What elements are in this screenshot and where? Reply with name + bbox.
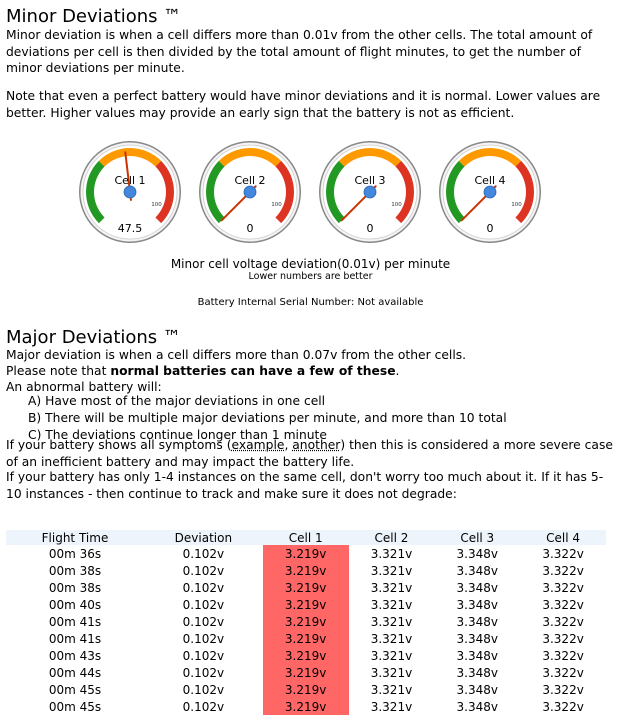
major-note-bold: normal batteries can have a few of these [110,364,396,378]
symptom-item: C) The deviations continue longer than 1 minute [28,428,327,442]
major-deviations-title: Major Deviations ™ [6,327,181,348]
table-cell: 3.219v [263,681,349,698]
table-cell: 0.102v [182,546,225,561]
gauge-value: 0 [246,222,254,235]
table-cell: 0.102v [182,563,225,578]
symptom-item: B) There will be multiple major deviations per minute, and more than 10 total [28,411,507,425]
table-cell: 3.321v [370,682,413,697]
example-link[interactable]: example [231,438,285,452]
table-cell: 3.348v [456,682,498,697]
table-cell: 00m 45s [48,682,102,697]
major-description: Major deviation is when a cell differs more than 0.07v from the other cells. [6,348,467,362]
table-header-row [6,530,606,545]
table-cell: 3.322v [542,546,584,561]
gauge-label: Cell 1 [114,174,146,187]
table-row [6,545,606,562]
table-cell: 3.219v [263,562,349,579]
gauge-cell-3 [318,140,422,244]
table-cell: 3.322v [542,597,584,612]
symptoms-mid: , [284,438,293,452]
major-deviations-table [6,530,606,715]
table-cell: 3.322v [542,614,584,629]
gauge-cell-1 [78,140,182,244]
gauge-value: 0 [366,222,374,235]
table-cell: 00m 38s [48,563,102,578]
minor-description: Minor deviation is when a cell differs more than 0.01v from the other cells. The total amount of deviations per cell is then divided by the total amount of flight minutes, to get the number of minor deviations per minute. [6,28,593,76]
table-cell: 3.321v [370,631,413,646]
major-note-pre: Please note that [6,364,111,378]
gauge-max-label: 100 [271,202,282,209]
table-cell: 00m 36s [48,546,102,561]
table-cell: 3.348v [456,580,498,595]
major-note-post: . [395,364,400,378]
gauge-label: Cell 4 [474,174,506,187]
column-header: Cell 1 [263,530,349,545]
table-cell: 3.219v [263,545,349,562]
gauge-cell-2 [198,140,302,244]
table-cell: 0.102v [182,597,225,612]
table-cell: 3.322v [542,665,584,680]
gauge-max-label: 100 [511,202,522,209]
table-cell: 3.321v [370,614,413,629]
table-row [6,579,606,596]
gauge-label: Cell 3 [354,174,386,187]
gauge-max-label: 100 [151,202,162,209]
column-header: Cell 2 [349,530,435,545]
table-cell: 3.322v [542,682,584,697]
table-cell: 3.348v [456,614,498,629]
table-cell: 3.348v [456,563,498,578]
table-cell: 3.322v [542,580,584,595]
table-cell: 3.219v [263,596,349,613]
gauge-hub [124,186,136,198]
table-cell: 0.102v [182,682,225,697]
gauges-row [78,140,538,250]
serial-number: Battery Internal Serial Number: Not available [197,297,424,308]
gauge-value: 47.5 [117,222,143,235]
instances-paragraph: If your battery has only 1-4 instances on the same cell, don't worry too much about it. If it has 5-10 instances - then continue to track and make sure it does not degrade: [6,470,604,501]
table-row [6,681,606,698]
table-cell: 3.348v [456,631,498,646]
table-cell: 0.102v [182,648,225,663]
table-cell: 00m 41s [48,614,102,629]
table-cell: 3.348v [456,699,498,714]
symptoms-pre: If your battery shows all symptoms ( [6,438,232,452]
table-row [6,562,606,579]
column-header: Flight Time [6,530,144,545]
table-cell: 3.219v [263,613,349,630]
minor-deviations-title: Minor Deviations ™ [6,6,182,27]
abnormal-intro: An abnormal battery will: [6,380,162,394]
gauge-hub [244,186,256,198]
table-cell: 00m 44s [48,665,102,680]
column-header: Cell 4 [520,530,606,545]
major-note [6,363,614,380]
table-cell: 0.102v [182,699,225,714]
table-row [6,596,606,613]
table-row [6,630,606,647]
another-link[interactable]: another [292,438,341,452]
table-row [6,698,606,715]
table-row [6,647,606,664]
table-cell: 00m 38s [48,580,102,595]
table-cell: 3.219v [263,698,349,715]
table-row [6,664,606,681]
table-cell: 3.321v [370,665,413,680]
symptoms-post: ) then this is considered a more severe case of an inefficient battery and may impact the battery life. [6,438,613,469]
minor-note: Note that even a perfect battery would have minor deviations and it is normal. Lower values are better. Higher values may provide an early sign that the battery is not as efficient. [6,89,601,120]
table-cell: 3.321v [370,699,413,714]
table-cell: 3.321v [370,648,413,663]
column-header: Deviation [144,530,263,545]
table-cell: 3.219v [263,630,349,647]
table-cell: 3.348v [456,597,498,612]
gauge-hub [364,186,376,198]
table-cell: 0.102v [182,580,225,595]
table-cell: 3.219v [263,579,349,596]
table-cell: 3.321v [370,580,413,595]
table-cell: 3.321v [370,546,413,561]
table-row [6,613,606,630]
table-cell: 3.219v [263,647,349,664]
gauge-max-label: 100 [391,202,402,209]
table-cell: 3.322v [542,631,584,646]
table-cell: 00m 43s [48,648,102,663]
table-cell: 0.102v [182,665,225,680]
table-cell: 0.102v [182,614,225,629]
gauge-caption: Minor cell voltage deviation(0.01v) per minute [170,257,451,271]
symptom-list [28,394,507,442]
table-cell: 3.219v [263,664,349,681]
table-cell: 0.102v [182,631,225,646]
gauge-hub [484,186,496,198]
table-cell: 3.348v [456,665,498,680]
table-cell: 3.321v [370,597,413,612]
table-cell: 3.322v [542,648,584,663]
symptoms-paragraph [6,437,614,470]
table-cell: 3.348v [456,648,498,663]
table-cell: 3.322v [542,699,584,714]
column-header: Cell 3 [434,530,520,545]
table-cell: 3.321v [370,563,413,578]
table-cell: 00m 40s [48,597,102,612]
table-cell: 00m 41s [48,631,102,646]
symptom-item: A) Have most of the major deviations in one cell [28,394,326,408]
gauge-caption-sub: Lower numbers are better [248,271,373,282]
table-cell: 3.322v [542,563,584,578]
table-cell: 3.348v [456,546,498,561]
gauge-value: 0 [486,222,494,235]
gauge-cell-4 [438,140,542,244]
gauge-label: Cell 2 [234,174,266,187]
table-cell: 00m 45s [48,699,102,714]
